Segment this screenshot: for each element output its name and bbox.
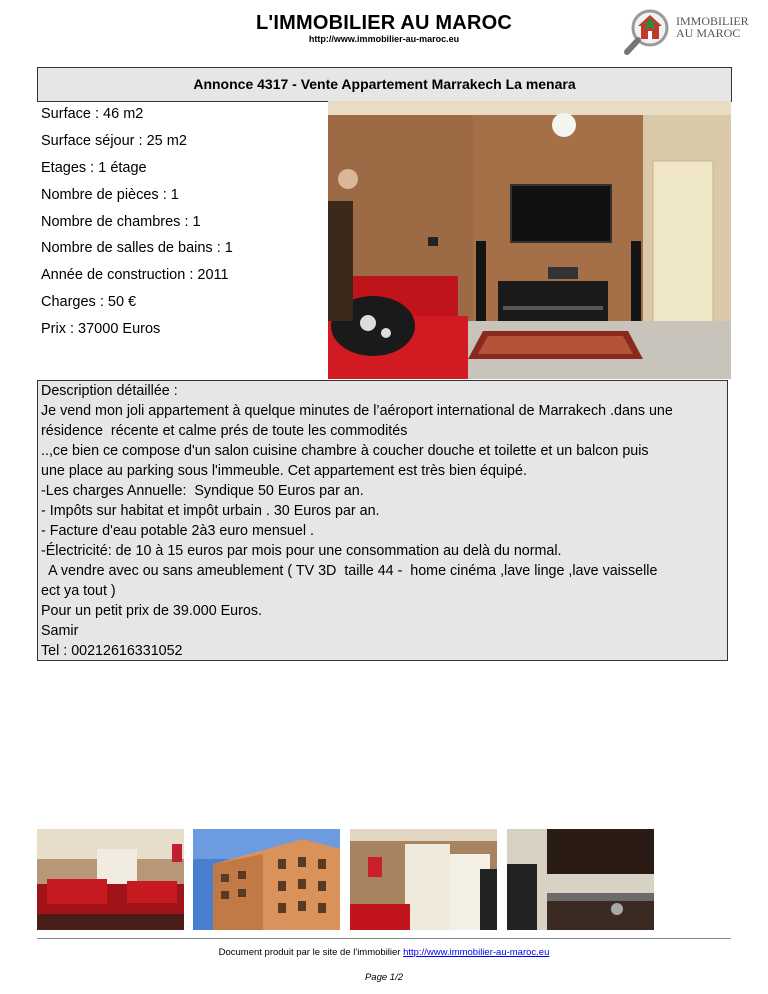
footer-link[interactable]: http://www.immobilier-au-maroc.eu: [403, 947, 550, 958]
description-line: - Facture d'eau potable 2à3 euro mensuel .: [41, 523, 314, 539]
annonce-title: Annonce 4317 - Vente Appartement Marrakech La menara: [37, 67, 732, 102]
main-photo-living-room: [328, 101, 731, 379]
description-line: résidence récente et calme prés de toute les commodités: [41, 423, 408, 439]
logo-text: IMMOBILIER AU MAROC: [676, 14, 749, 40]
description-line: Pour un petit prix de 39.000 Euros.: [41, 603, 262, 619]
page-number: Page 1/2: [364, 972, 404, 983]
thumbnail-living-room[interactable]: [37, 829, 184, 930]
footer-divider: [37, 938, 731, 939]
property-prix: Prix : 37000 Euros: [41, 321, 161, 338]
property-surface: Surface : 46 m2: [41, 106, 144, 122]
description-heading: Description détaillée :: [41, 383, 178, 399]
description-line: - Impôts sur habitat et impôt urbain . 30 Euros par an.: [41, 503, 380, 519]
description-line: ect ya tout ): [41, 583, 116, 599]
thumbnail-kitchen[interactable]: [507, 829, 654, 930]
description-contact-name: Samir: [41, 623, 79, 639]
property-charges: Charges : 50 €: [41, 294, 137, 311]
property-salles-de-bains: Nombre de salles de bains : 1: [41, 240, 233, 257]
site-title: L'IMMOBILIER AU MAROC: [256, 12, 512, 34]
thumbnail-hallway[interactable]: [350, 829, 497, 930]
footer-text: Document produit par le site de l'immobilier http://www.immobilier-au-maroc.eu: [218, 947, 550, 958]
description-line: -Électricité: de 10 à 15 euros par mois pour une consommation au delà du normal.: [41, 543, 562, 559]
description-line: -Les charges Annuelle: Syndique 50 Euros par an.: [41, 483, 364, 499]
site-url[interactable]: http://www.immobilier-au-maroc.eu: [308, 34, 460, 44]
description-line: A vendre avec ou sans ameublement ( TV 3D taille 44 - home cinéma ,lave linge ,lave vaisselle: [41, 563, 658, 579]
description-line: ..,ce bien ce compose d'un salon cuisine chambre à coucher douche et toilette et un balcon puis: [41, 443, 649, 459]
property-etages: Etages : 1 étage: [41, 159, 147, 176]
description-line: une place au parking sous l'immeuble. Cet appartement est très bien équipé.: [41, 463, 527, 479]
description-line: Je vend mon joli appartement à quelque minutes de l’aéroport international de Marrakech .dans une: [41, 403, 673, 419]
property-list: [41, 104, 321, 346]
property-annee-construction: Année de construction : 2011: [41, 267, 229, 284]
thumbnail-building[interactable]: [193, 829, 340, 930]
house-magnifier-icon: [627, 11, 667, 52]
property-chambres: Nombre de chambres : 1: [41, 213, 201, 230]
description-contact-phone: Tel : 00212616331052: [41, 643, 183, 659]
description-box: [37, 380, 728, 661]
property-pieces: Nombre de pièces : 1: [41, 186, 179, 203]
property-surface-sejour: Surface séjour : 25 m2: [41, 132, 187, 149]
